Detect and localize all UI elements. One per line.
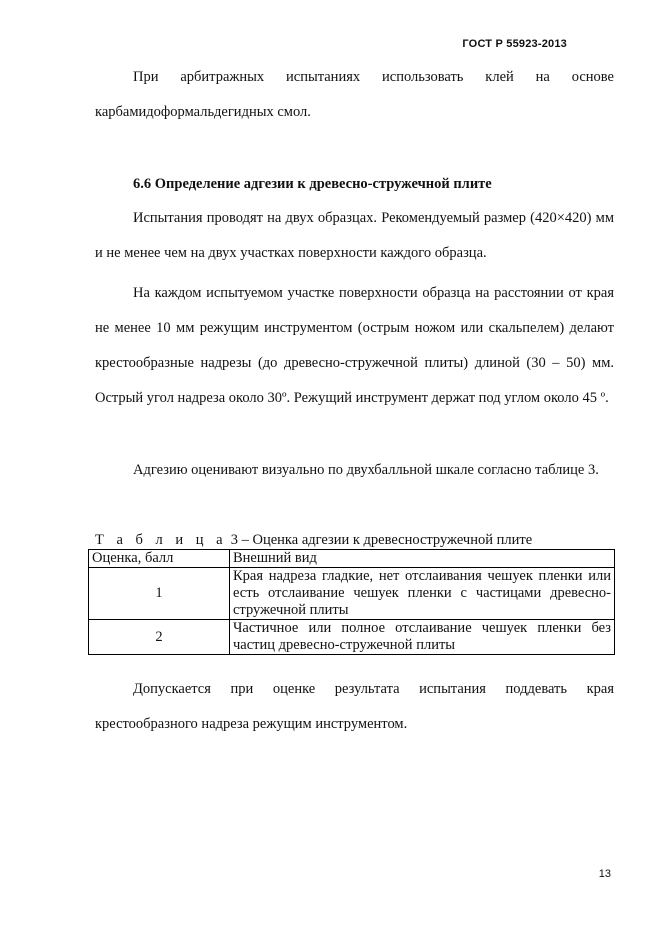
paragraph-cuts: На каждом испытуемом участке поверхности образца на расстоянии от края не менее 10 мм режущим инструментом (острым ножом или скальпелем) делают крестообразные надрезы (до древесно-стружечной плиты) длиной (30 – 50) мм. Острый угол надреза около 30º. Режущий инструмент держат под углом около 45 º. bbox=[95, 285, 614, 406]
paragraph-test-samples: Испытания проводят на двух образцах. Рекомендуемый размер (420×420) мм и не менее чем на двух участках поверхности каждого образца. bbox=[95, 210, 614, 261]
section-heading: 6.6 Определение адгезии к древесно-стружечной плите bbox=[133, 176, 492, 192]
table-row bbox=[89, 568, 615, 620]
table-cell-description: Края надреза гладкие, нет отслаивания чешуек пленки или есть отслаивание чешуек пленки с частицами древесно-стружечной плиты bbox=[230, 568, 615, 620]
table-cell-score: 1 bbox=[89, 568, 230, 620]
paragraph-arbitration: При арбитражных испытаниях использовать клей на основе карбамидоформальдегидных смол. bbox=[95, 69, 614, 120]
table-cell-score: 2 bbox=[89, 620, 230, 655]
adhesion-table bbox=[88, 549, 615, 655]
table-header-appearance: Внешний вид bbox=[230, 550, 615, 568]
table-row bbox=[89, 620, 615, 655]
paragraph-evaluate: Адгезию оценивают визуально по двухбалльной шкале согласно таблице 3. bbox=[133, 462, 599, 478]
table-caption-text: 3 – Оценка адгезии к древесностружечной плите bbox=[227, 532, 533, 548]
document-header: ГОСТ Р 55923-2013 bbox=[462, 38, 567, 50]
page-number: 13 bbox=[598, 868, 611, 880]
table-header-score: Оценка, балл bbox=[89, 550, 230, 568]
table-caption-label: Т а б л и ц а bbox=[95, 532, 228, 548]
table-cell-description: Частичное или полное отслаивание чешуек пленки без частиц древесно-стружечной плиты bbox=[230, 620, 615, 655]
table-caption bbox=[95, 530, 532, 550]
paragraph-allowed: Допускается при оценке результата испытания поддевать края крестообразного надреза режущим инструментом. bbox=[95, 681, 614, 732]
table-header-row bbox=[89, 550, 615, 568]
